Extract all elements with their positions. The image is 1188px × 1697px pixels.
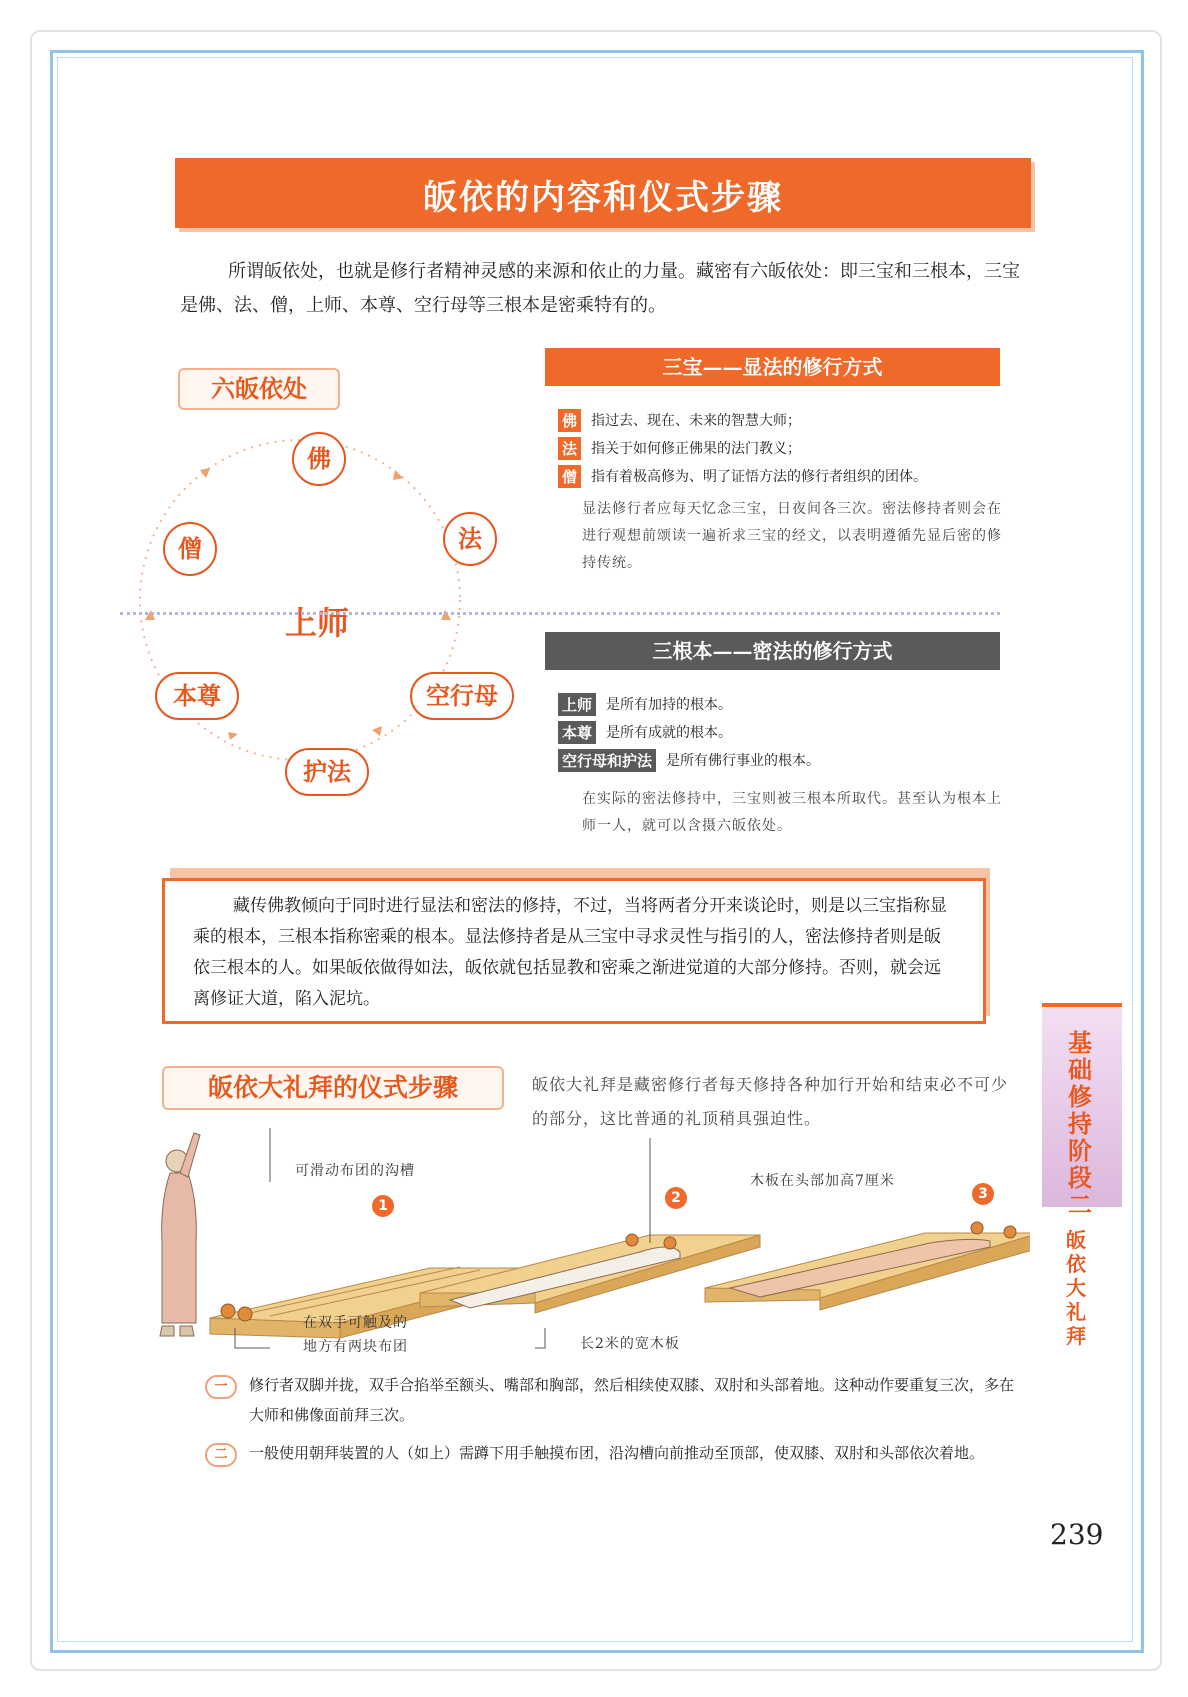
sangenben-header: 三根本——密法的修行方式: [545, 632, 1000, 670]
node-hufa: 护法: [285, 748, 369, 796]
callout-raise: 木板在头部加高7厘米: [750, 1173, 895, 1189]
arrow-icon: [228, 732, 238, 740]
list-item: [205, 1438, 1025, 1468]
node-fo: 佛: [292, 432, 346, 486]
term-desc: 是所有佛行事业的根本。: [666, 753, 821, 769]
prostration-illustration: [150, 1128, 1030, 1358]
step-bullet: 一: [205, 1375, 237, 1399]
arrow-icon: [372, 726, 382, 736]
intro-paragraph: 所谓皈依处，也就是修行者精神灵感的来源和依止的力量。藏密有六皈依处：即三宝和三根本，三宝是佛、法、僧，上师、本尊、空行母等三根本是密乘特有的。: [180, 261, 1020, 316]
sanbao-header: 三宝——显法的修行方式: [545, 348, 1000, 386]
node-kongxingmu: 空行母: [410, 672, 514, 720]
step-number-1: 1: [372, 1195, 394, 1217]
step-number-2: 2: [665, 1187, 687, 1209]
arrow-icon: [393, 470, 403, 480]
term-tag: 本尊: [558, 721, 596, 744]
callout-cloth-line1: 在双手可触及的: [303, 1315, 408, 1331]
callout-cloth-line2: 地方有两块布团: [303, 1339, 408, 1355]
callout-board: 长2米的宽木板: [580, 1336, 680, 1352]
page-title-bar: [175, 158, 1031, 228]
steps-section-label: 皈依大礼拜的仪式步骤: [162, 1066, 504, 1110]
term-desc: 是所有成就的根本。: [606, 725, 733, 741]
six-refuge-label: 六皈依处: [178, 368, 340, 410]
list-item: [558, 718, 820, 746]
steps-section-intro: 皈依大礼拜是藏密修行者每天修持各种加行开始和结束必不可少的部分，这比普通的礼顶稍具强迫性。: [532, 1075, 1009, 1128]
sanbao-note: 显法修行者应每天忆念三宝，日夜间各三次。密法修持者则会在进行观想前颂读一遍祈求三宝的经文，以表明遵循先显后密的修持传统。: [582, 501, 1002, 571]
term-desc: 是所有加持的根本。: [606, 697, 733, 713]
list-item: [205, 1370, 1025, 1430]
steps-list: [205, 1370, 1025, 1476]
callout-line: [270, 1128, 280, 1182]
practitioner-standing: [160, 1133, 200, 1336]
sangenben-list: [558, 690, 820, 774]
callout-line: [535, 1328, 545, 1348]
side-chapter-title: 基础修持阶段二: [1068, 1028, 1092, 1219]
term-tag: 法: [558, 437, 581, 460]
term-tag: 上师: [558, 693, 596, 716]
sangenben-note: 在实际的密法修持中，三宝则被三根本所取代。甚至认为根本上师一人，就可以含摄六皈依处。: [582, 791, 1002, 834]
term-desc: 指有着极高修为、明了证悟方法的修行者组织的团体。: [591, 469, 928, 485]
sanbao-list: [558, 406, 927, 490]
list-item: [558, 434, 927, 462]
node-center: 上师: [285, 604, 350, 642]
list-item: [558, 406, 927, 434]
page-number: 239: [1050, 1518, 1104, 1551]
page-title: 皈依的内容和仪式步骤: [423, 178, 783, 218]
list-item: [558, 462, 927, 490]
term-tag: 佛: [558, 409, 581, 432]
section-divider: [120, 612, 1000, 615]
term-tag: 僧: [558, 465, 581, 488]
node-seng: 僧: [163, 522, 217, 576]
list-item: [558, 746, 820, 774]
step-bullet: 二: [205, 1443, 237, 1467]
summary-text: 藏传佛教倾向于同时进行显法和密法的修持，不过，当将两者分开来谈论时，则是以三宝指称显乘的根本，三根本指称密乘的根本。显法修持者是从三宝中寻求灵性与指引的人，密法修持者则是皈依三根本的人。如果皈依做得如法，皈依就包括显教和密乘之渐进觉道的大部分修持。否则，就会远离修证大道，陷入泥坑。: [193, 896, 947, 1009]
node-benzun: 本尊: [155, 672, 239, 720]
step-number-3: 3: [972, 1183, 994, 1205]
list-item: [558, 690, 820, 718]
term-desc: 指关于如何修正佛果的法门教义；: [591, 441, 802, 457]
term-desc: 指过去、现在、未来的智慧大师；: [591, 413, 802, 429]
node-fa: 法: [443, 512, 497, 566]
callout-groove: 可滑动布团的沟槽: [295, 1163, 415, 1179]
summary-box: [162, 878, 986, 1024]
step-text: 修行者双脚并拢，双手合掐举至额头、嘴部和胸部，然后相续使双膝、双肘和头部着地。这种动作要重复三次，多在大师和佛像面前拜三次。: [249, 1376, 1015, 1424]
side-section-title: 皈依大礼拜: [1066, 1228, 1086, 1348]
step-text: 一般使用朝拜装置的人（如上）需蹲下用手触摸布团，沿沟槽向前推动至顶部，使双膝、双肘和头部依次着地。: [249, 1444, 985, 1462]
side-chapter-tab: [1042, 1003, 1122, 1219]
term-tag: 空行母和护法: [558, 749, 656, 772]
